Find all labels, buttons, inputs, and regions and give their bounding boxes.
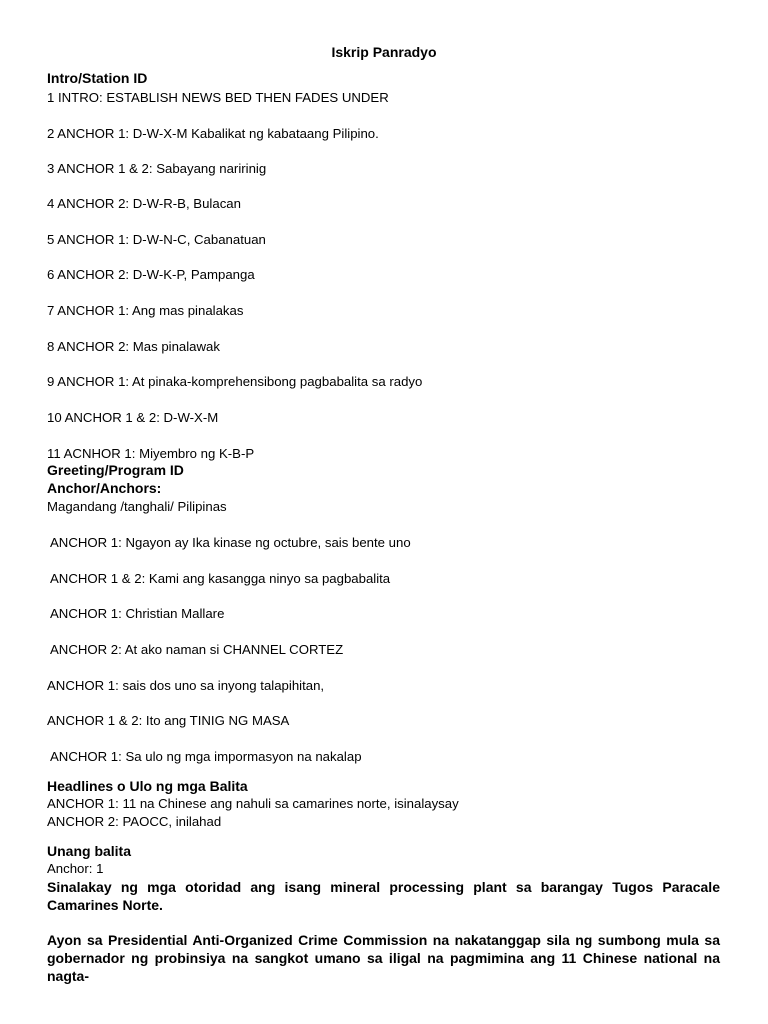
greeting-line: ANCHOR 1: sais dos uno sa inyong talapihitan, [47,678,325,693]
intro-line: 2 ANCHOR 1: D-W-X-M Kabalikat ng kabataang Pilipino. [47,126,379,141]
greeting-subheading: Anchor/Anchors: [47,480,162,496]
greeting-line: ANCHOR 1: Ngayon ay Ika kinase ng octubre, sais bente uno [50,535,411,550]
first-news-paragraph: Sinalakay ng mga otoridad ang isang mineral processing plant sa barangay Tugos Paracale Camarines Norte. [47,879,720,913]
first-news-anchor: Anchor: 1 [47,861,104,876]
headline-line: ANCHOR 2: PAOCC, inilahad [47,814,222,829]
intro-line: 10 ANCHOR 1 & 2: D-W-X-M [47,410,219,425]
intro-line: 11 ACNHOR 1: Miyembro ng K-B-P [47,446,255,461]
greeting-line: ANCHOR 2: At ako naman si CHANNEL CORTEZ [50,642,344,657]
first-news-heading: Unang balita [47,843,132,859]
intro-line: 9 ANCHOR 1: At pinaka-komprehensibong pagbabalita sa radyo [47,374,423,389]
headlines-heading: Headlines o Ulo ng mga Balita [47,778,248,794]
headline-line: ANCHOR 1: 11 na Chinese ang nahuli sa camarines norte, isinalaysay [47,796,459,811]
intro-line: 8 ANCHOR 2: Mas pinalawak [47,339,220,354]
greeting-line: ANCHOR 1 & 2: Kami ang kasangga ninyo sa pagbabalita [50,571,391,586]
intro-line: 4 ANCHOR 2: D-W-R-B, Bulacan [47,196,241,211]
greeting-heading: Greeting/Program ID [47,462,184,478]
greeting-line: ANCHOR 1: Sa ulo ng mga impormasyon na nakalap [50,749,362,764]
intro-line: 7 ANCHOR 1: Ang mas pinalakas [47,303,244,318]
intro-heading: Intro/Station ID [47,70,148,86]
intro-line: 1 INTRO: ESTABLISH NEWS BED THEN FADES UNDER [47,90,389,105]
first-news-paragraph: Ayon sa Presidential Anti-Organized Crime Commission na nakatanggap sila ng sumbong mula sa gobernador ng probinsiya na sangkot umano sa iligal na pagmimina ang 11 Chinese national na nagta- [47,932,720,984]
greeting-line: Magandang /tanghali/ Pilipinas [47,499,227,514]
greeting-line: ANCHOR 1: Christian Mallare [50,606,225,621]
intro-line: 6 ANCHOR 2: D-W-K-P, Pampanga [47,267,255,282]
intro-line: 5 ANCHOR 1: D-W-N-C, Cabanatuan [47,232,266,247]
page-title: Iskrip Panradyo [331,44,437,60]
intro-line: 3 ANCHOR 1 & 2: Sabayang naririnig [47,161,267,176]
greeting-line: ANCHOR 1 & 2: Ito ang TINIG NG MASA [47,713,290,728]
